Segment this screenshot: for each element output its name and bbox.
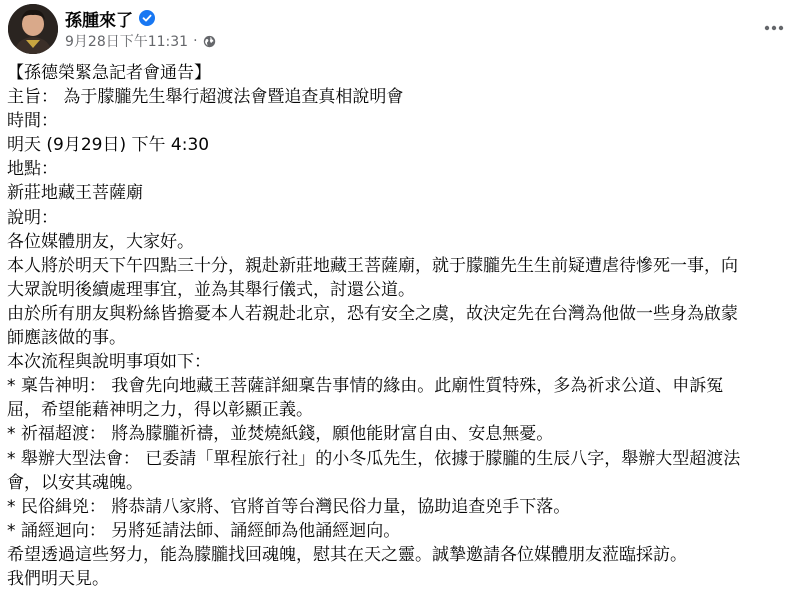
post-line: 主旨： 為于朦朧先生舉行超渡法會暨追查真相說明會: [7, 87, 404, 108]
post-line: 時間：: [7, 111, 58, 132]
post-line: 【孫德榮緊急記者會通告】: [7, 63, 211, 83]
post-line: 屈，希望能藉神明之力，得以彰顯正義。: [7, 400, 313, 421]
author-row: [65, 6, 155, 30]
author-name[interactable]: 孫腫來了: [65, 10, 133, 31]
avatar[interactable]: [8, 4, 58, 54]
post-line: * 舉辦大型法會： 已委請「單程旅行社」的小冬瓜先生，依據于朦朧的生辰八字，舉辦大型超渡法: [7, 448, 741, 469]
post-line: 本次流程與說明事項如下：: [7, 352, 211, 373]
post-line: 我們明天見。: [7, 568, 109, 589]
more-options-button[interactable]: [756, 10, 792, 46]
post-line: 本人將於明天下午四點三十分，親赴新莊地藏王菩薩廟，就于朦朧先生生前疑遭虐待慘死一事，向: [7, 255, 738, 276]
verified-badge-icon: [139, 10, 155, 26]
post-line: 新莊地藏王菩薩廟: [7, 183, 143, 204]
post-line: 地點：: [7, 159, 58, 180]
post-meta: [65, 31, 216, 51]
post-line: 希望透過這些努力，能為朦朧找回魂魄，慰其在天之靈。誠摯邀請各位媒體朋友蒞臨採訪。: [7, 544, 687, 565]
globe-icon[interactable]: [203, 35, 216, 48]
post-line: * 稟告神明： 我會先向地藏王菩薩詳細稟告事情的緣由。此廟性質特殊，多為祈求公道、申訴冤: [7, 376, 724, 397]
avatar-photo: [8, 4, 58, 54]
more-horizontal-icon: [764, 25, 784, 31]
post-header: [8, 4, 792, 56]
post-line: * 祈福超渡： 將為朦朧祈禱，並焚燒紙錢，願他能財富自由、安息無憂。: [7, 424, 554, 445]
post-timestamp[interactable]: 9月28日下午11:31: [65, 34, 189, 50]
post-line: * 誦經迴向： 另將延請法師、誦經師為他誦經迴向。: [7, 520, 401, 541]
meta-separator: ·: [193, 33, 198, 49]
post-line: 由於所有朋友與粉絲皆擔憂本人若親赴北京，恐有安全之虞，故決定先在台灣為他做一些身為啟蒙: [7, 303, 738, 324]
post-line: * 民俗緝兇： 將恭請八家將、官將首等台灣民俗力量，協助追查兇手下落。: [7, 496, 571, 517]
post-line: 說明：: [7, 207, 58, 228]
post-line: 明天 (9月29日) 下午 4:30: [7, 135, 210, 156]
post-line: 師應該做的事。: [7, 328, 126, 349]
post-line: 各位媒體朋友，大家好。: [7, 231, 194, 252]
post-body: [7, 61, 793, 591]
post-line: 大眾說明後續處理事宜，並為其舉行儀式，討還公道。: [7, 279, 415, 300]
post-line: 會，以安其魂魄。: [7, 472, 143, 493]
